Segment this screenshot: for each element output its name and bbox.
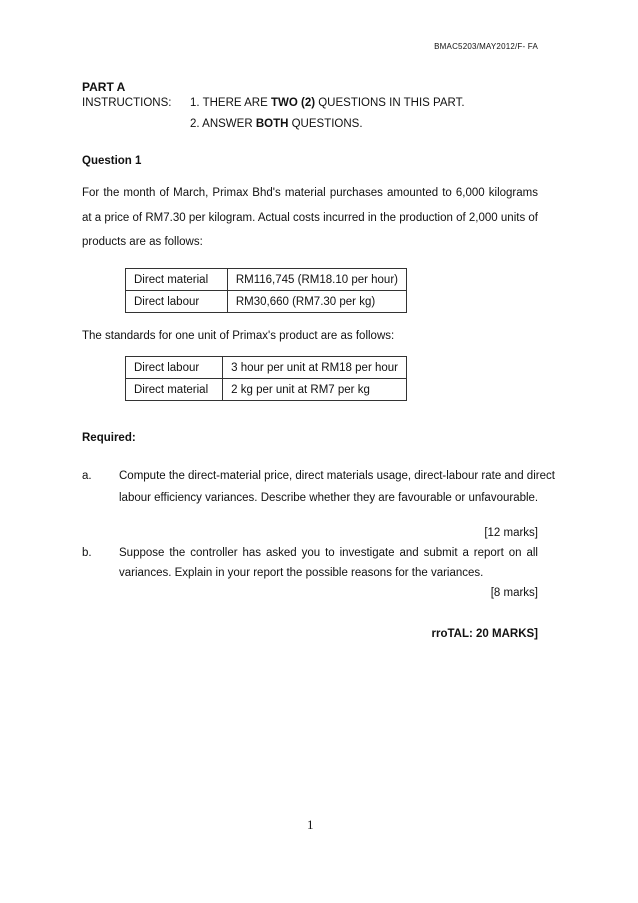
table-cell-value: RM116,745 (RM18.10 per hour) <box>227 269 406 291</box>
document-code: BMAC5203/MAY2012/F- FA <box>434 42 538 51</box>
item-a-label: a. <box>82 470 92 482</box>
instructions-label: INSTRUCTIONS: <box>82 97 172 109</box>
table-row <box>126 379 407 401</box>
intro-line-2: at a price of RM7.30 per kilogram. Actual costs incurred in the production of 2,000 units of <box>82 212 538 224</box>
part-title: PART A <box>82 80 126 94</box>
table-row <box>126 357 407 379</box>
instruction-2 <box>190 118 363 130</box>
instruction-2-pre: 2. ANSWER <box>190 118 256 130</box>
total-marks: rroTAL: 20 MARKS] <box>431 628 538 640</box>
standards-table <box>125 356 407 401</box>
item-b-marks: [8 marks] <box>490 587 538 599</box>
intro-line-3: products are as follows: <box>82 236 203 248</box>
item-b-line-2: variances. Explain in your report the possible reasons for the variances. <box>119 567 484 579</box>
item-a-line-2: labour efficiency variances. Describe whether they are favourable or unfavourable. <box>119 492 539 504</box>
table-cell-item: Direct labour <box>126 357 223 379</box>
required-label: Required: <box>82 432 136 444</box>
table-row <box>126 269 407 291</box>
item-b-line-1: Suppose the controller has asked you to investigate and submit a report on all <box>119 547 538 559</box>
instruction-2-post: QUESTIONS. <box>288 118 363 130</box>
table-cell-value: 2 kg per unit at RM7 per kg <box>223 379 407 401</box>
actual-costs-table <box>125 268 407 313</box>
table-cell-item: Direct material <box>126 269 228 291</box>
page-number: 1 <box>307 817 314 832</box>
instruction-1-bold: TWO (2) <box>270 97 316 109</box>
table-cell-value: RM30,660 (RM7.30 per kg) <box>227 291 406 313</box>
instruction-2-bold: BOTH <box>255 118 289 130</box>
instruction-1-post: QUESTIONS IN THIS PART. <box>315 97 465 109</box>
item-a-marks: [12 marks] <box>484 527 538 539</box>
instruction-1-pre: 1. THERE ARE <box>190 97 271 109</box>
table-cell-item: Direct labour <box>126 291 228 313</box>
item-b-label: b. <box>82 547 92 559</box>
table-row <box>126 291 407 313</box>
question-title: Question 1 <box>82 155 142 167</box>
table-cell-item: Direct material <box>126 379 223 401</box>
instruction-1 <box>190 97 465 109</box>
intro-line-1: For the month of March, Primax Bhd's material purchases amounted to 6,000 kilograms <box>82 187 538 199</box>
table-cell-value: 3 hour per unit at RM18 per hour <box>223 357 407 379</box>
item-a-line-1: Compute the direct-material price, direct materials usage, direct-labour rate and direct <box>119 470 555 482</box>
standards-intro: The standards for one unit of Primax's product are as follows: <box>82 330 395 342</box>
